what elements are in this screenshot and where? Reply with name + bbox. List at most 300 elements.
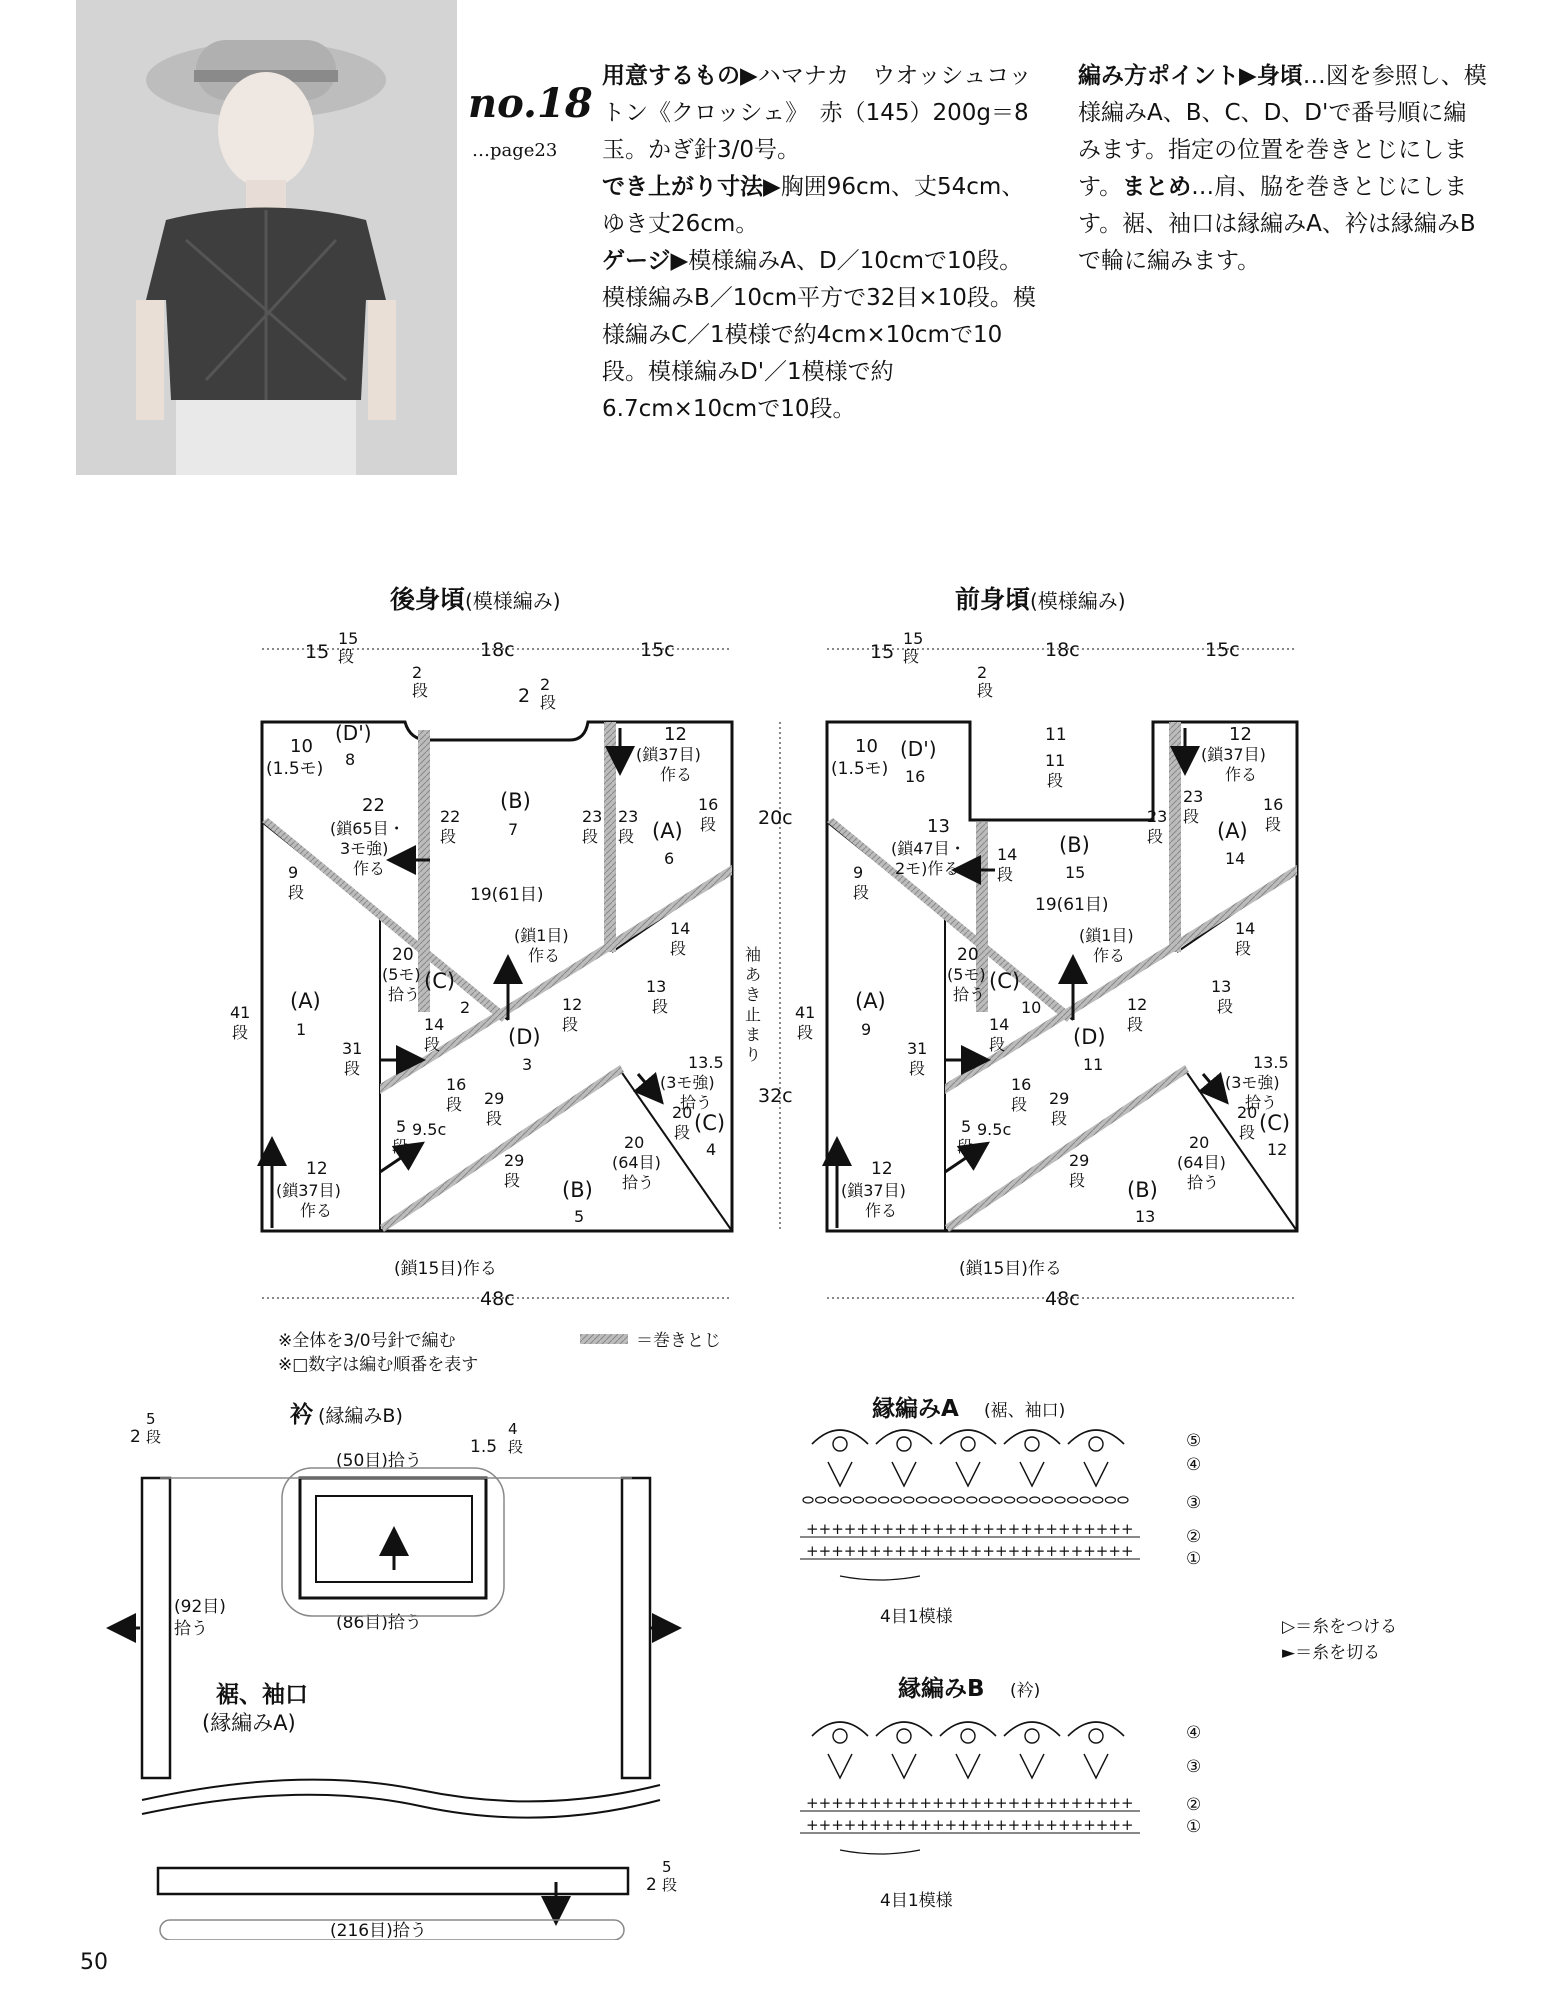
single-crochet-mark: + bbox=[969, 1794, 983, 1812]
chain-stitch-mark bbox=[992, 1497, 1002, 1503]
front-r12a: 12 bbox=[1127, 995, 1148, 1014]
single-crochet-mark: + bbox=[957, 1520, 970, 1538]
single-crochet-mark: + bbox=[894, 1794, 907, 1812]
front-rows-23a: 23 bbox=[1147, 807, 1168, 826]
size-title: でき上がり寸法▶ bbox=[602, 174, 781, 200]
front-d-center-no: 11 bbox=[1083, 1055, 1104, 1074]
single-crochet-mark: + bbox=[919, 1542, 932, 1560]
single-crochet-mark: + bbox=[818, 1816, 832, 1834]
front-neck-11c: 段 bbox=[1047, 771, 1064, 790]
front-r41: 41 bbox=[795, 1003, 816, 1022]
back-body-subtitle: (模様編み) bbox=[465, 589, 561, 613]
chain-stitch-mark bbox=[1055, 1497, 1065, 1503]
back-r16c: 16 bbox=[446, 1075, 467, 1094]
back-r20: 20 bbox=[392, 945, 414, 965]
single-crochet-mark: + bbox=[919, 1816, 932, 1834]
single-crochet-mark: + bbox=[995, 1794, 1008, 1812]
points-body-text: …図を参照し、模様編みA、B、C、D、D'で番号順に編みます。指定の位置を巻きとじにします。 bbox=[1078, 63, 1487, 200]
back-dim-15-rows: 15 bbox=[338, 629, 359, 648]
front-r12-top-note: (鎖37目) bbox=[1201, 745, 1266, 764]
back-r41b: 段 bbox=[232, 1023, 249, 1042]
chain-stitch-mark bbox=[954, 1497, 964, 1503]
back-r31: 31 bbox=[342, 1039, 363, 1058]
front-r9: 9 bbox=[853, 863, 864, 882]
edge-a-title: 縁編みA bbox=[872, 1396, 959, 1422]
fan-stitch-mark bbox=[1020, 1462, 1044, 1486]
front-b-bottom: (B) bbox=[1127, 1178, 1158, 1202]
points-finish-text: …肩、脇を巻きとじにします。裾、袖口は縁編みA、衿は縁編みBで輪に編みます。 bbox=[1078, 174, 1476, 274]
single-crochet-mark: + bbox=[881, 1816, 895, 1834]
back-r9b: 段 bbox=[288, 883, 305, 902]
front-c-left-no: 10 bbox=[1021, 998, 1042, 1017]
single-crochet-mark: + bbox=[1108, 1794, 1121, 1812]
single-crochet-mark: + bbox=[1070, 1794, 1084, 1812]
single-crochet-mark: + bbox=[906, 1542, 920, 1560]
legend-hatch-swatch bbox=[580, 1334, 628, 1344]
back-r13-5-note2: 拾う bbox=[680, 1093, 713, 1112]
front-dim-18c: 18c bbox=[1045, 639, 1080, 661]
single-crochet-mark: + bbox=[919, 1794, 932, 1812]
front-r29a: 29 bbox=[1049, 1089, 1070, 1108]
model-page-ref: …page23 bbox=[472, 140, 558, 161]
back-r29a: 29 bbox=[484, 1089, 505, 1108]
fan-stitch-mark bbox=[892, 1754, 916, 1778]
single-crochet-mark: + bbox=[995, 1542, 1008, 1560]
back-d-prime-no: 8 bbox=[345, 750, 356, 769]
front-neck-11b: 11 bbox=[1045, 751, 1066, 770]
front-r14c: 14 bbox=[989, 1015, 1010, 1034]
chain-stitch-mark bbox=[1005, 1497, 1015, 1503]
edge-b-row-3: ③ bbox=[1186, 1757, 1202, 1777]
single-crochet-mark: + bbox=[1020, 1542, 1033, 1560]
middle-dim-20c: 20c bbox=[758, 807, 793, 829]
front-r13-note2: 2モ)作る bbox=[895, 859, 960, 878]
hem-rows-dan: 段 bbox=[662, 1876, 678, 1894]
collar-rows-right-4: 4 bbox=[508, 1420, 518, 1438]
front-rows-23c: 23 bbox=[1183, 787, 1204, 806]
single-crochet-mark: + bbox=[1095, 1520, 1109, 1538]
model-number: no.18 bbox=[468, 80, 593, 127]
single-crochet-mark: + bbox=[1007, 1542, 1021, 1560]
front-b-top-no: 15 bbox=[1065, 863, 1086, 882]
front-r5b: 段 bbox=[957, 1137, 974, 1156]
single-crochet-mark: + bbox=[1007, 1816, 1021, 1834]
edge-b-row-2: ② bbox=[1186, 1795, 1202, 1815]
collar-rows-left-2: 2 bbox=[130, 1427, 141, 1447]
chain-stitch-mark bbox=[967, 1497, 977, 1503]
points-body-title: 身頃 bbox=[1256, 63, 1303, 89]
back-r31b: 段 bbox=[344, 1059, 361, 1078]
gauge-title: ゲージ▶ bbox=[602, 248, 689, 274]
hem-rows-2: 2 bbox=[646, 1875, 657, 1895]
front-dim-15c: 15c bbox=[1205, 639, 1240, 661]
front-r12-top: 12 bbox=[1229, 724, 1252, 745]
single-crochet-mark: + bbox=[982, 1816, 995, 1834]
single-crochet-mark: + bbox=[881, 1794, 895, 1812]
front-r13-5-note: (3モ強) bbox=[1225, 1073, 1280, 1092]
front-rows-23d: 段 bbox=[1183, 807, 1200, 826]
back-r20-note: (5モ) bbox=[382, 965, 421, 984]
note-2: ※□数字は編む順番を表す bbox=[278, 1355, 479, 1375]
front-r20-note2: 拾う bbox=[953, 985, 986, 1004]
single-crochet-mark: + bbox=[856, 1794, 869, 1812]
single-crochet-mark: + bbox=[869, 1542, 882, 1560]
back-rows-23c: 23 bbox=[618, 807, 639, 826]
single-crochet-mark: + bbox=[919, 1520, 932, 1538]
back-r12-top: 12 bbox=[664, 724, 687, 745]
back-dim-15: 15 bbox=[305, 641, 330, 663]
single-crochet-mark: + bbox=[1121, 1520, 1134, 1538]
single-crochet-mark: + bbox=[1032, 1542, 1046, 1560]
back-b-top: (B) bbox=[500, 789, 531, 813]
back-body-diagram bbox=[230, 585, 732, 1310]
single-crochet-mark: + bbox=[818, 1520, 832, 1538]
single-crochet-mark: + bbox=[906, 1794, 920, 1812]
chain-stitch-mark bbox=[1093, 1497, 1103, 1503]
info-right bbox=[1078, 58, 1488, 280]
back-body-title: 後身頃 bbox=[390, 585, 466, 614]
front-r13b-: 13 bbox=[1211, 977, 1232, 996]
front-r13-5-note2: 拾う bbox=[1245, 1093, 1278, 1112]
back-rows-23a: 23 bbox=[582, 807, 603, 826]
single-crochet-mark: + bbox=[1020, 1794, 1033, 1812]
front-neck-11: 11 bbox=[1045, 725, 1067, 745]
back-r12-bottom-note: (鎖37目) bbox=[276, 1181, 341, 1200]
notes bbox=[278, 1331, 721, 1375]
front-r16: 16 bbox=[1263, 795, 1284, 814]
back-chain1b: 作る bbox=[528, 946, 561, 965]
chain-stitch-mark bbox=[828, 1497, 838, 1503]
collar-rows-left-dan: 段 bbox=[146, 1428, 162, 1446]
back-neck-right-rows: 2 bbox=[540, 675, 551, 694]
edge-b-title: 縁編みB bbox=[898, 1676, 985, 1702]
single-crochet-mark: + bbox=[1007, 1520, 1021, 1538]
single-crochet-mark: + bbox=[1095, 1816, 1109, 1834]
back-r12-bottom: 12 bbox=[306, 1159, 328, 1179]
back-d-center-no: 3 bbox=[522, 1055, 533, 1074]
front-r14d: 段 bbox=[989, 1035, 1006, 1054]
single-crochet-mark: + bbox=[843, 1542, 857, 1560]
back-r22-note2: 3モ強) bbox=[340, 839, 389, 858]
armhole-text-4: 止 bbox=[745, 1005, 762, 1024]
points-title: 編み方ポイント▶ bbox=[1078, 63, 1257, 89]
single-crochet-mark: + bbox=[1032, 1816, 1046, 1834]
front-d-prime-rows: 10 bbox=[855, 736, 878, 757]
hem-rows-5: 5 bbox=[662, 1858, 672, 1876]
single-crochet-mark: + bbox=[869, 1794, 882, 1812]
collar-subtitle: (縁編みB) bbox=[318, 1405, 403, 1427]
back-d-prime: (D') bbox=[335, 721, 372, 745]
front-r5: 5 bbox=[961, 1117, 972, 1136]
back-r29b: 段 bbox=[486, 1109, 503, 1128]
front-r14-side-b: 段 bbox=[997, 865, 1014, 884]
back-c-left-no: 2 bbox=[460, 998, 471, 1017]
back-r14b: 段 bbox=[670, 939, 687, 958]
front-body-title: 前身頃 bbox=[955, 585, 1031, 614]
chain-stitch-mark bbox=[1068, 1497, 1078, 1503]
note-1: ※全体を3/0号針で編む bbox=[278, 1331, 456, 1351]
single-crochet-mark: + bbox=[869, 1816, 882, 1834]
back-c-right-no: 4 bbox=[706, 1140, 717, 1159]
front-r20d: 段 bbox=[1239, 1123, 1256, 1142]
back-rows-22: 22 bbox=[440, 807, 461, 826]
armhole-text-5: ま bbox=[745, 1025, 762, 1044]
picot-mark bbox=[1025, 1437, 1039, 1451]
back-d-center: (D) bbox=[508, 1025, 541, 1049]
back-r29c: 29 bbox=[504, 1151, 525, 1170]
single-crochet-mark: + bbox=[831, 1794, 844, 1812]
single-crochet-mark: + bbox=[881, 1520, 895, 1538]
fan-stitch-mark bbox=[956, 1754, 980, 1778]
chain-stitch-mark bbox=[803, 1497, 813, 1503]
edge-pattern-b bbox=[800, 1675, 1201, 1911]
single-crochet-mark: + bbox=[843, 1520, 857, 1538]
chain-stitch-mark bbox=[929, 1497, 939, 1503]
single-crochet-mark: + bbox=[831, 1542, 844, 1560]
single-crochet-mark: + bbox=[957, 1542, 970, 1560]
front-r12-bottom: 12 bbox=[871, 1159, 893, 1179]
edge-a-repeat: 4目1模様 bbox=[880, 1607, 953, 1627]
armhole-text-1: 袖 bbox=[745, 945, 762, 964]
chain-stitch-mark bbox=[1030, 1497, 1040, 1503]
front-r29b: 段 bbox=[1051, 1109, 1068, 1128]
back-neck-2-dan: 段 bbox=[412, 681, 429, 700]
front-a-top-no: 14 bbox=[1225, 849, 1246, 868]
front-c-right-no: 12 bbox=[1267, 1140, 1288, 1159]
back-r22: 22 bbox=[362, 795, 385, 816]
picot-mark bbox=[833, 1437, 847, 1451]
front-body-diagram bbox=[795, 585, 1297, 1310]
single-crochet-mark: + bbox=[806, 1816, 819, 1834]
collar-title: 衿 bbox=[290, 1402, 313, 1428]
back-rows-22b: 段 bbox=[440, 827, 457, 846]
front-r29d: 段 bbox=[1069, 1171, 1086, 1190]
fan-stitch-mark bbox=[828, 1754, 852, 1778]
chain-stitch-mark bbox=[979, 1497, 989, 1503]
single-crochet-mark: + bbox=[1007, 1794, 1021, 1812]
back-r20-note2: 拾う bbox=[388, 985, 421, 1004]
front-neck-2-dan: 段 bbox=[977, 681, 994, 700]
front-neck-2: 2 bbox=[977, 663, 988, 682]
single-crochet-mark: + bbox=[1108, 1816, 1121, 1834]
back-rows-23b: 段 bbox=[582, 827, 599, 846]
single-crochet-mark: + bbox=[1045, 1520, 1058, 1538]
single-crochet-mark: + bbox=[1121, 1816, 1134, 1834]
single-crochet-mark: + bbox=[806, 1520, 819, 1538]
chain-stitch-mark bbox=[841, 1497, 851, 1503]
single-crochet-mark: + bbox=[1032, 1794, 1046, 1812]
single-crochet-mark: + bbox=[932, 1816, 945, 1834]
picot-mark bbox=[961, 1729, 975, 1743]
edge-b-stitch-chart bbox=[800, 1722, 1140, 1854]
back-a-left-no: 1 bbox=[296, 1020, 307, 1039]
front-r14b: 段 bbox=[1235, 939, 1252, 958]
front-dim-15-rows: 15 bbox=[903, 629, 924, 648]
back-r22-note3: 作る bbox=[353, 859, 386, 878]
size-text: 胸囲96cm、丈54cm、ゆき丈26cm。 bbox=[602, 174, 1025, 237]
single-crochet-mark: + bbox=[894, 1542, 907, 1560]
hem-pick-216: (216目)拾う bbox=[330, 1921, 427, 1940]
points-finish-title: まとめ bbox=[1122, 174, 1192, 200]
chain-stitch-mark bbox=[1080, 1497, 1090, 1503]
front-bottom-width: 48c bbox=[1045, 1288, 1080, 1310]
single-crochet-mark: + bbox=[1083, 1794, 1096, 1812]
back-r13-5: 13.5 bbox=[688, 1053, 724, 1072]
single-crochet-mark: + bbox=[982, 1520, 995, 1538]
back-r16d: 段 bbox=[446, 1095, 463, 1114]
back-dim-18c: 18c bbox=[480, 639, 515, 661]
chain-stitch-mark bbox=[1042, 1497, 1052, 1503]
legend-text: ＝巻きとじ bbox=[636, 1331, 721, 1351]
front-r16b: 段 bbox=[1265, 815, 1282, 834]
hem-sub: (縁編みA) bbox=[202, 1711, 296, 1735]
single-crochet-mark: + bbox=[944, 1794, 958, 1812]
back-r5b: 段 bbox=[392, 1137, 409, 1156]
front-a-left-no: 9 bbox=[861, 1020, 872, 1039]
front-r14a: 14 bbox=[1235, 919, 1256, 938]
picot-mark bbox=[833, 1729, 847, 1743]
back-neck-right-2: 2 bbox=[518, 685, 531, 707]
picot-mark bbox=[1025, 1729, 1039, 1743]
back-a-top-no: 6 bbox=[664, 849, 675, 868]
single-crochet-mark: + bbox=[1121, 1542, 1134, 1560]
single-crochet-mark: + bbox=[957, 1816, 970, 1834]
model-photo bbox=[76, 0, 457, 475]
front-a-left: (A) bbox=[855, 989, 886, 1013]
info-left bbox=[602, 58, 1042, 428]
back-r29d: 段 bbox=[504, 1171, 521, 1190]
edge-b-row-4: ④ bbox=[1186, 1723, 1202, 1743]
front-r16c: 16 bbox=[1011, 1075, 1032, 1094]
single-crochet-mark: + bbox=[856, 1520, 869, 1538]
fan-stitch-mark bbox=[828, 1462, 852, 1486]
single-crochet-mark: + bbox=[1108, 1542, 1121, 1560]
single-crochet-mark: + bbox=[957, 1794, 970, 1812]
single-crochet-mark: + bbox=[869, 1520, 882, 1538]
back-w95: 9.5c bbox=[412, 1120, 447, 1139]
edge-a-stitch-chart bbox=[800, 1430, 1140, 1580]
back-r16b: 段 bbox=[700, 815, 717, 834]
back-r9: 9 bbox=[288, 863, 299, 882]
front-d-center: (D) bbox=[1073, 1025, 1106, 1049]
edge-a-subtitle: (裾、袖口) bbox=[984, 1401, 1066, 1421]
back-r5: 5 bbox=[396, 1117, 407, 1136]
chain-stitch-mark bbox=[904, 1497, 914, 1503]
single-crochet-mark: + bbox=[995, 1816, 1008, 1834]
front-dim-15-dan: 段 bbox=[903, 647, 920, 666]
chain-stitch-mark bbox=[916, 1497, 926, 1503]
single-crochet-mark: + bbox=[969, 1520, 983, 1538]
back-r12-bottom-note2: 作る bbox=[300, 1201, 333, 1220]
model-photo-illustration bbox=[76, 0, 457, 475]
single-crochet-mark: + bbox=[856, 1542, 869, 1560]
single-crochet-mark: + bbox=[831, 1816, 844, 1834]
back-d-prime-st: (1.5モ) bbox=[266, 759, 324, 779]
back-r13b: 段 bbox=[652, 997, 669, 1016]
front-r12-bottom-note: (鎖37目) bbox=[841, 1181, 906, 1200]
chain-stitch-mark bbox=[1105, 1497, 1115, 1503]
back-r12-top-note: (鎖37目) bbox=[636, 745, 701, 764]
single-crochet-mark: + bbox=[1095, 1542, 1109, 1560]
edge-b-row-1: ① bbox=[1186, 1817, 1202, 1837]
single-crochet-mark: + bbox=[806, 1542, 819, 1560]
chain-stitch-mark bbox=[891, 1497, 901, 1503]
edge-b-repeat: 4目1模様 bbox=[880, 1891, 953, 1911]
fan-stitch-mark bbox=[1084, 1462, 1108, 1486]
front-r20-64b: 拾う bbox=[1187, 1173, 1220, 1192]
single-crochet-mark: + bbox=[932, 1520, 945, 1538]
single-crochet-mark: + bbox=[1032, 1520, 1046, 1538]
gauge-text: 模様編みA、D／10cmで10段。模様編みB／10cm平方で32目×10段。模様編みC／1模様で約4cm×10cmで10段。模様編みD'／1模様で約6.7cm×10cmで10段。 bbox=[602, 248, 1036, 422]
chain-stitch-mark bbox=[853, 1497, 863, 1503]
chain-stitch-mark bbox=[866, 1497, 876, 1503]
front-r12b: 段 bbox=[1127, 1015, 1144, 1034]
single-crochet-mark: + bbox=[1121, 1794, 1134, 1812]
single-crochet-mark: + bbox=[969, 1542, 983, 1560]
chain-stitch-mark bbox=[816, 1497, 826, 1503]
edge-pattern-a bbox=[800, 1395, 1201, 1627]
single-crochet-mark: + bbox=[1083, 1816, 1096, 1834]
back-c-left: (C) bbox=[424, 969, 456, 993]
single-crochet-mark: + bbox=[818, 1542, 832, 1560]
single-crochet-mark: + bbox=[818, 1794, 832, 1812]
edge-a-row-4: ④ bbox=[1186, 1455, 1202, 1475]
front-r13c: 段 bbox=[1217, 997, 1234, 1016]
chain-stitch-mark bbox=[879, 1497, 889, 1503]
armhole-text-6: り bbox=[745, 1045, 762, 1064]
back-neck-right-dan: 段 bbox=[540, 693, 557, 712]
edge-a-row-1: ① bbox=[1186, 1549, 1202, 1569]
middle-dimensions bbox=[745, 722, 793, 1231]
collar-rows-right-dan: 段 bbox=[508, 1438, 524, 1456]
single-crochet-mark: + bbox=[843, 1816, 857, 1834]
front-r13-note: (鎖47目・ bbox=[891, 839, 966, 858]
back-bottom-width: 48c bbox=[480, 1288, 515, 1310]
middle-dim-32c: 32c bbox=[758, 1085, 793, 1107]
back-d-prime-rows: 10 bbox=[290, 736, 313, 757]
back-r14d: 段 bbox=[424, 1035, 441, 1054]
single-crochet-mark: + bbox=[1083, 1520, 1096, 1538]
back-bottom-chain: (鎖15目)作る bbox=[394, 1259, 497, 1279]
back-rows-23d: 段 bbox=[618, 827, 635, 846]
single-crochet-mark: + bbox=[1045, 1816, 1058, 1834]
front-w95: 9.5c bbox=[977, 1120, 1012, 1139]
single-crochet-mark: + bbox=[1058, 1542, 1071, 1560]
back-r13: 13 bbox=[646, 977, 667, 996]
single-crochet-mark: + bbox=[982, 1542, 995, 1560]
collar-rows-right-15: 1.5 bbox=[470, 1437, 498, 1457]
back-a-top: (A) bbox=[652, 819, 683, 843]
single-crochet-mark: + bbox=[944, 1520, 958, 1538]
fan-stitch-mark bbox=[956, 1462, 980, 1486]
back-b-bottom-no: 5 bbox=[574, 1207, 585, 1226]
fan-stitch-mark bbox=[1020, 1754, 1044, 1778]
single-crochet-mark: + bbox=[1095, 1794, 1109, 1812]
single-crochet-mark: + bbox=[843, 1794, 857, 1812]
single-crochet-mark: + bbox=[1070, 1816, 1084, 1834]
front-bottom-chain: (鎖15目)作る bbox=[959, 1259, 1062, 1279]
front-chain1b: 作る bbox=[1093, 946, 1126, 965]
front-c-left: (C) bbox=[989, 969, 1021, 993]
front-r13: 13 bbox=[927, 816, 950, 837]
back-chain1: (鎖1目) bbox=[514, 926, 569, 945]
collar-pick-92b: 拾う bbox=[174, 1619, 208, 1639]
single-crochet-mark: + bbox=[806, 1794, 819, 1812]
front-dim-15: 15 bbox=[870, 641, 895, 663]
front-d-prime: (D') bbox=[900, 737, 937, 761]
page-number: 50 bbox=[80, 1950, 108, 1975]
back-r12-top-note2: 作る bbox=[660, 765, 693, 784]
